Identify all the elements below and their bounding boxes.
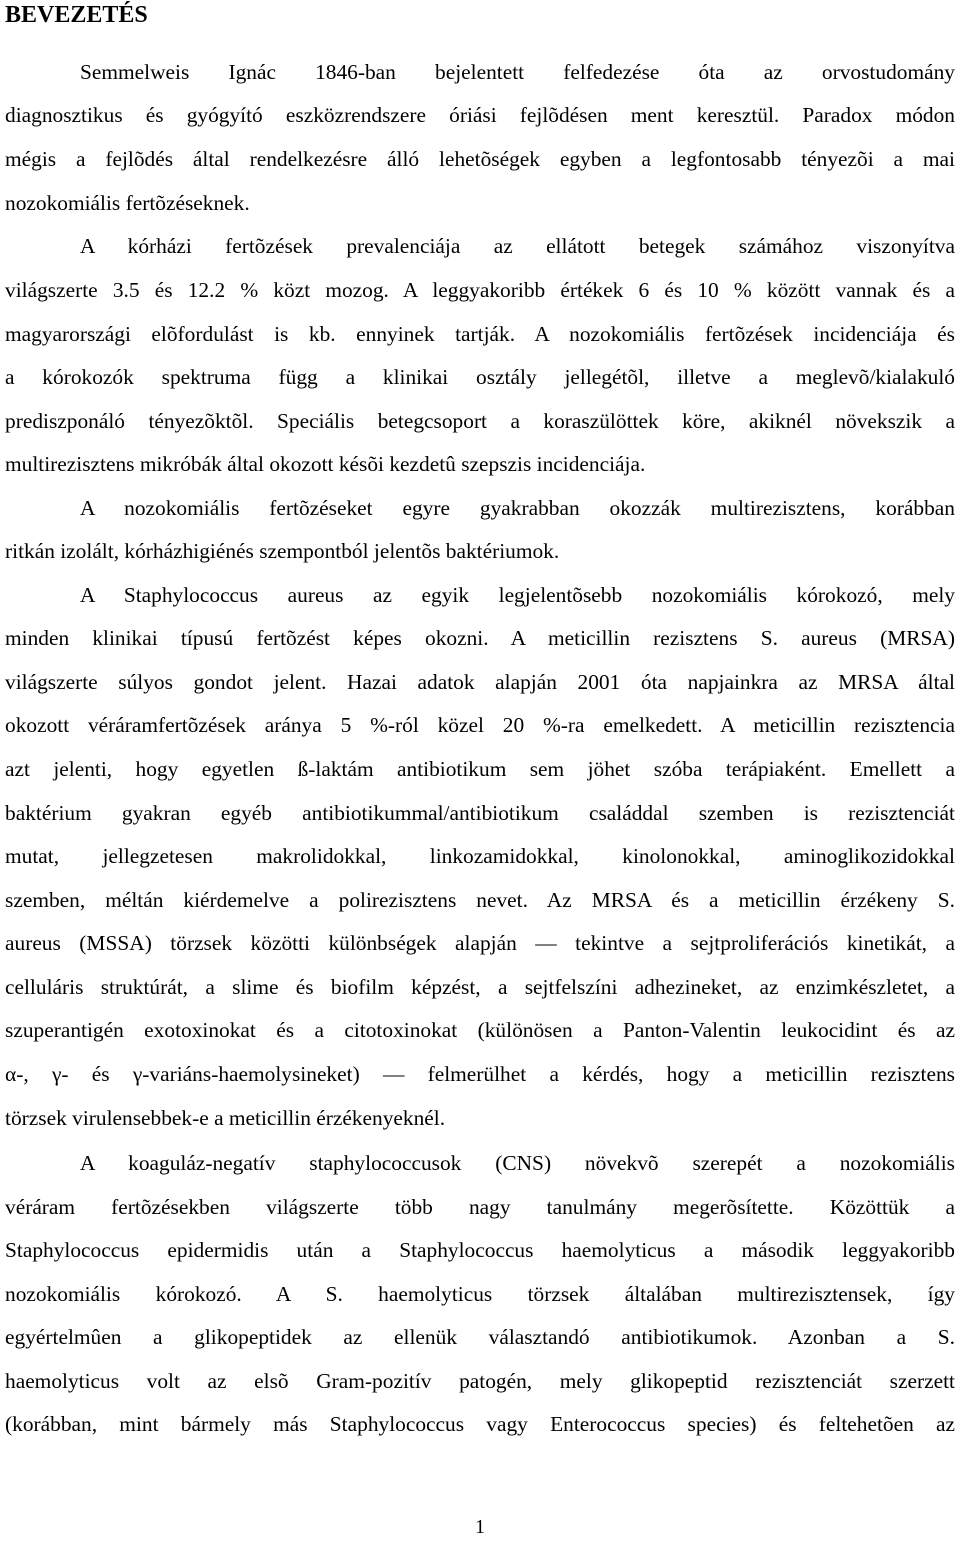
text-line: szemben, méltán kiérdemelve a polirezisztens nevet. Az MRSA és a meticillin érzékeny S. <box>5 888 955 912</box>
section-heading: BEVEZETÉS <box>5 2 148 28</box>
text-line: világszerte súlyos gondot jelent. Hazai adatok alapján 2001 óta napjainkra az MRSA által <box>5 670 955 694</box>
text-line: egyértelmûen a glikopeptidek az ellenük választandó antibiotikumok. Azonban a S. <box>5 1325 955 1349</box>
text-line: prediszponáló tényezõktõl. Speciális betegcsoport a koraszülöttek köre, akiknél növekszik a <box>5 409 955 433</box>
text-line: diagnosztikus és gyógyító eszközrendszere óriási fejlõdésen ment keresztül. Paradox módon <box>5 103 955 127</box>
text-line: világszerte 3.5 és 12.2 % közt mozog. A leggyakoribb értékek 6 és 10 % között vannak és a <box>5 278 955 302</box>
text-line: törzsek virulensebbek-e a meticillin érzékenyeknél. <box>5 1106 446 1130</box>
text-line: A koaguláz-negatív staphylococcusok (CNS) növekvõ szerepét a nozokomiális <box>80 1151 955 1175</box>
text-line: Staphylococcus epidermidis után a Staphylococcus haemolyticus a második leggyakoribb <box>5 1238 955 1262</box>
text-line: a kórokozók spektruma függ a klinikai osztály jellegétõl, illetve a meglevõ/kialakuló <box>5 365 955 389</box>
text-line: baktérium gyakran egyéb antibiotikummal/antibiotikum családdal szemben is rezisztenciát <box>5 801 955 825</box>
text-line: nozokomiális fertõzéseknek. <box>5 191 250 215</box>
text-line: Semmelweis Ignác 1846-ban bejelentett felfedezése óta az orvostudomány <box>80 60 955 84</box>
text-line: A Staphylococcus aureus az egyik legjelentõsebb nozokomiális kórokozó, mely <box>80 583 955 607</box>
page-number: 1 <box>475 1516 485 1538</box>
text-line: mutat, jellegzetesen makrolidokkal, linkozamidokkal, kinolonokkal, aminoglikozidokkal <box>5 844 955 868</box>
text-line: α-, γ- és γ-variáns-haemolysineket) — felmerülhet a kérdés, hogy a meticillin rezisztens <box>5 1062 955 1086</box>
text-line: A nozokomiális fertõzéseket egyre gyakrabban okozzák multirezisztens, korábban <box>80 496 955 520</box>
text-line: nozokomiális kórokozó. A S. haemolyticus törzsek általában multirezisztensek, így <box>5 1282 955 1306</box>
text-line: aureus (MSSA) törzsek közötti különbségek alapján — tekintve a sejtproliferációs kinetikát, a <box>5 931 955 955</box>
text-line: (korábban, mint bármely más Staphylococcus vagy Enterococcus species) és feltehetõen az <box>5 1412 955 1436</box>
text-line: haemolyticus volt az elsõ Gram-pozitív patogén, mely glikopeptid rezisztenciát szerzett <box>5 1369 955 1393</box>
text-line: A kórházi fertõzések prevalenciája az ellátott betegek számához viszonyítva <box>80 234 955 258</box>
text-line: minden klinikai típusú fertõzést képes okozni. A meticillin rezisztens S. aureus (MRSA) <box>5 626 955 650</box>
text-line: ritkán izolált, kórházhigiénés szempontból jelentõs baktériumok. <box>5 539 560 563</box>
text-line: véráram fertõzésekben világszerte több nagy tanulmány megerõsítette. Közöttük a <box>5 1195 955 1219</box>
text-line: celluláris struktúrát, a slime és biofilm képzést, a sejtfelszíni adhezineket, az enzimkészletet, a <box>5 975 955 999</box>
text-line: szuperantigén exotoxinokat és a citotoxinokat (különösen a Panton-Valentin leukocidint és az <box>5 1018 955 1042</box>
text-line: okozott véráramfertõzések aránya 5 %-ról közel 20 %-ra emelkedett. A meticillin rezisztencia <box>5 713 955 737</box>
text-line: mégis a fejlõdés által rendelkezésre álló lehetõségek egyben a legfontosabb tényezõi a mai <box>5 147 955 171</box>
text-line: magyarországi elõfordulást is kb. ennyinek tartják. A nozokomiális fertõzések incidenciája és <box>5 322 955 346</box>
text-line: multirezisztens mikróbák által okozott késõi kezdetû szepszis incidenciája. <box>5 452 646 476</box>
text-line: azt jelenti, hogy egyetlen ß-laktám antibiotikum sem jöhet szóba terápiaként. Emellett a <box>5 757 955 781</box>
